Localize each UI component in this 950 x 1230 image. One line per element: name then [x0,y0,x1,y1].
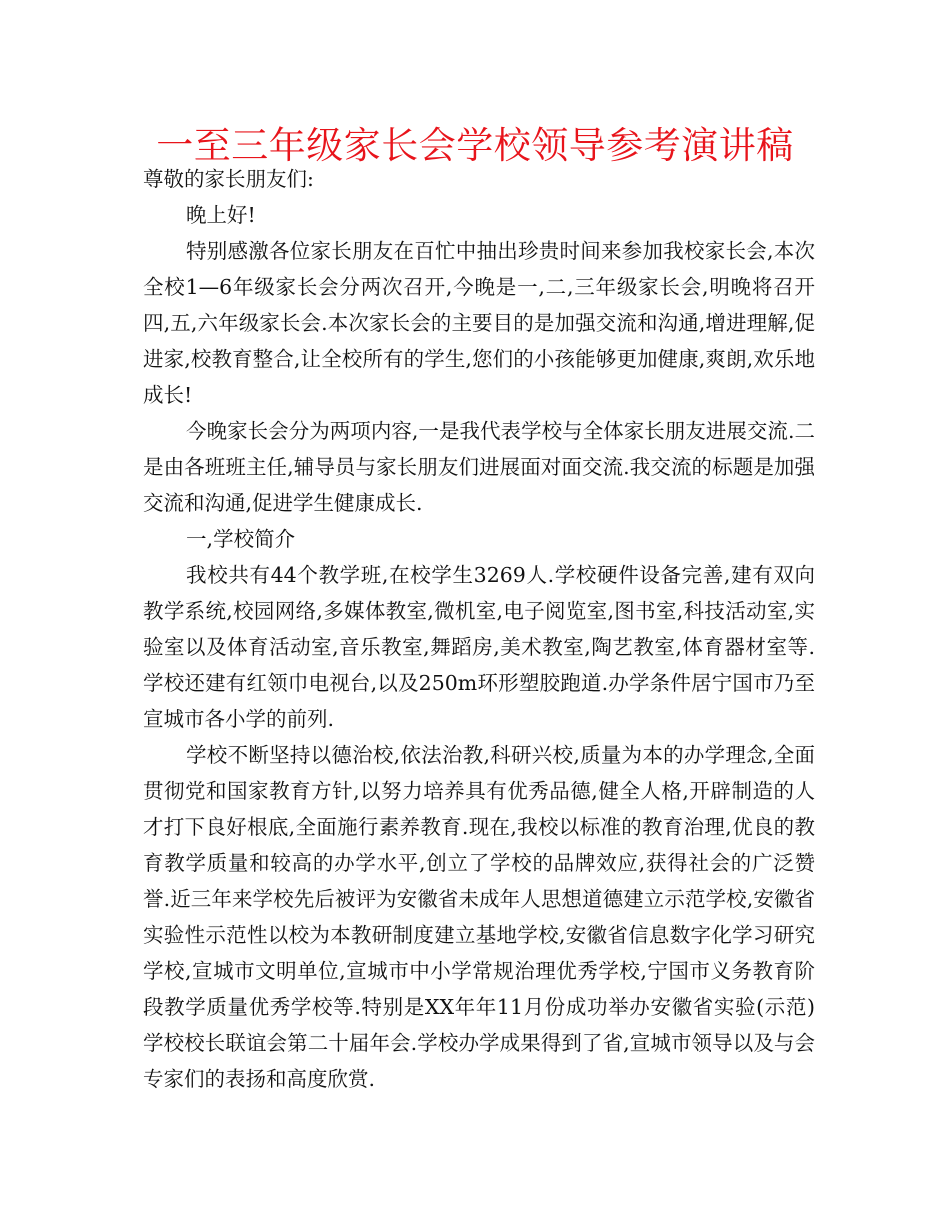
section-heading-school-intro: 一,学校简介 [186,527,296,551]
paragraph-facilities: 我校共有44个教学班,在校学生3269人.学校硬件设备完善,建有双向教学系统,校园网络,多媒体教室,微机室,电子阅览室,图书室,科技活动室,实验室以及体育活动室,音乐教室,舞蹈房,美术教室,陶艺教室,体育器材室等.学校还建有红领巾电视台,以及250m环形塑胶跑道.办学条件居宁国市乃至宣城市各小学的前列. [143,563,815,731]
paragraph-intro: 特别感激各位家长朋友在百忙中抽出珍贵时间来参加我校家长会,本次全校1—6年级家长会分两次召开,今晚是一,二,三年级家长会,明晚将召开四,五,六年级家长会.本次家长会的主要目的是加强交流和沟通,增进理解,促进家,校教育整合,让全校所有的学生,您们的小孩能够更加健康,爽朗,欢乐地成长! [143,239,815,407]
document-body [143,161,815,1097]
document-title: 一至三年级家长会学校领导参考演讲稿 [156,124,794,167]
paragraph-philosophy: 学校不断坚持以德治校,依法治教,科研兴校,质量为本的办学理念,全面贯彻党和国家教育方针,以努力培养具有优秀品德,健全人格,开辟制造的人才打下良好根底,全面施行素养教育.现在,我校以标准的教育治理,优良的教育教学质量和较高的办学水平,创立了学校的品牌效应,获得社会的广泛赞誉.近三年来学校先后被评为安徽省未成年人思想道德建立示范学校,安徽省实验性示范性以校为本教研制度建立基地学校,安徽省信息数字化学习研究学校,宣城市文明单位,宣城市中小学常规治理优秀学校,宁国市义务教育阶段教学质量优秀学校等.特别是XX年年11月份成功举办安徽省实验(示范)学校校长联谊会第二十届年会.学校办学成果得到了省,宣城市领导以及与会专家们的表扬和高度欣赏. [143,743,815,1091]
greeting: 晚上好! [186,203,256,227]
salutation: 尊敬的家长朋友们: [143,167,314,191]
paragraph-agenda: 今晚家长会分为两项内容,一是我代表学校与全体家长朋友进展交流.二是由各班班主任,辅导员与家长朋友们进展面对面交流.我交流的标题是加强交流和沟通,促进学生健康成长. [143,419,815,515]
